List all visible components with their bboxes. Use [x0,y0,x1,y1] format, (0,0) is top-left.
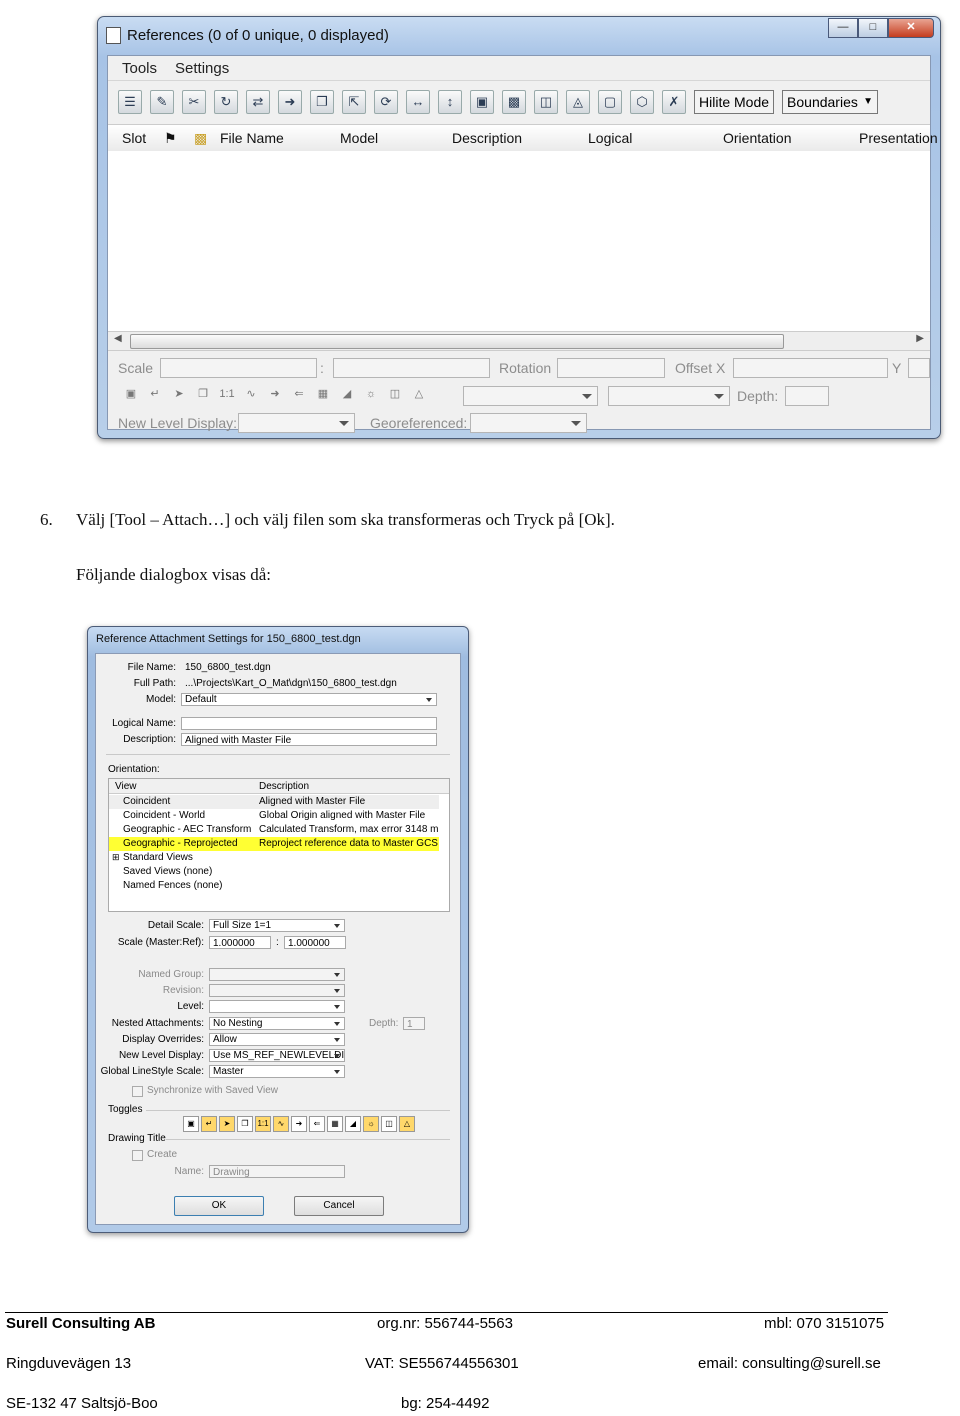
col-logical[interactable]: Logical [588,130,633,146]
orientation-row[interactable] [109,823,439,837]
orientation-row[interactable] [109,809,439,823]
full-path-label: Full Path: [133,678,176,689]
move-icon[interactable]: ➜ [278,90,302,114]
orientation-description: Aligned with Master File [259,796,366,807]
level-label: Level: [177,1001,204,1012]
drawing-title-label: Drawing Title [108,1133,166,1144]
dialog-title: Reference Attachment Settings for 150_6800_test.dgn [96,633,361,645]
rotation-label: Rotation [499,360,552,376]
boundaries-dropdown[interactable] [782,90,878,114]
true-scale-toggle-icon[interactable]: 1:1 [255,1116,271,1132]
ruler-toggle-icon[interactable]: △ [399,1116,415,1132]
scroll-thumb[interactable] [130,334,784,349]
logical-name-label: Logical Name: [112,718,176,729]
lightbulb-icon[interactable]: ☼ [365,388,377,400]
ok-button[interactable]: OK [174,1196,264,1216]
scroll-right-icon[interactable]: ▶ [916,333,924,344]
depth-field[interactable] [785,386,829,406]
expand-icon[interactable]: ⊞ [112,852,120,862]
chevron-down-icon: ▼ [863,96,874,107]
orientation-row[interactable] [109,865,439,879]
offset-x-field[interactable] [733,358,888,378]
scale-ref-input[interactable]: 1.000000 [284,936,346,949]
full-path-value: ...\Projects\Kart_O_Mat\dgn\150_6800_test.dgn [185,678,397,689]
display-overrides-dropdown[interactable]: Allow [209,1033,345,1046]
orientation-description: Global Origin aligned with Master File [259,810,426,821]
nested-attachments-dropdown[interactable]: No Nesting [209,1017,345,1030]
attach-icon[interactable]: ✎ [150,90,174,114]
footer-vat: VAT: SE556744556301 [365,1355,519,1372]
global-linestyle-dropdown[interactable]: Master [209,1065,345,1078]
references-window-icon [106,27,121,44]
cancel-button[interactable]: Cancel [294,1196,384,1216]
copy-icon[interactable]: ❐ [310,90,334,114]
new-level-display-label: New Level Display: [118,1050,204,1061]
depth-input[interactable]: 1 [403,1017,425,1030]
menu-settings[interactable]: Settings [175,59,230,77]
revision-dropdown[interactable] [209,984,345,997]
offset-y-field[interactable] [908,358,930,378]
toggles-label: Toggles [108,1104,143,1115]
named-group-label: Named Group: [138,969,204,980]
display-toggles-row [122,386,428,402]
scroll-left-icon[interactable]: ◀ [114,333,122,344]
linestyle-toggle-icon[interactable]: ∿ [273,1116,289,1132]
footer-rule [5,1312,888,1313]
hilite-mode-button[interactable]: Hilite Mode [694,90,774,114]
scale-icon[interactable]: ⇱ [342,90,366,114]
boundaries-label: Boundaries [787,94,858,110]
reload-icon[interactable]: ↻ [214,90,238,114]
detail-scale-dropdown[interactable]: Full Size 1=1 [209,919,345,932]
raster-toggle-icon[interactable]: ▦ [317,388,329,400]
footer-company: Surell Consulting AB [6,1315,156,1332]
horizontal-scrollbar[interactable] [108,331,930,351]
col-presentation[interactable]: Presentation [859,130,938,146]
lightbulb-icon[interactable]: ☼ [363,1116,379,1132]
snap-toggle-icon[interactable]: ↵ [201,1116,217,1132]
footer-bg: bg: 254-4492 [401,1395,490,1412]
named-group-dropdown[interactable] [209,968,345,981]
orientation-label: Orientation: [108,764,160,775]
description-input[interactable]: Aligned with Master File [181,733,437,746]
name-input[interactable]: Drawing [209,1165,345,1178]
close-button[interactable]: ✕ [888,18,934,38]
offset-y-label: Y [892,360,902,376]
dialog-client [95,653,461,1225]
references-list[interactable] [108,151,930,331]
flag-icon: ⚑ [164,130,177,146]
model-dropdown[interactable]: Default [181,693,437,706]
depth-label: Depth: [369,1018,399,1029]
file-name-value: 150_6800_test.dgn [185,662,271,673]
references-titlebar [106,23,932,47]
reference-attachment-dialog [87,626,469,1233]
orientation-view: Standard Views [123,852,193,863]
new-level-display-dropdown[interactable] [238,413,355,433]
footer-street: Ringduvevägen 13 [6,1355,132,1372]
col-slot[interactable]: Slot [122,130,147,146]
orientation-description: Reproject reference data to Master GCS [259,838,438,849]
offset-x-label: Offset X [675,360,726,376]
clip-boundary-icon[interactable]: ▣ [470,90,494,114]
new-level-display-dropdown[interactable]: Use MS_REF_NEWLEVELDI [209,1049,345,1062]
revision-label: Revision: [162,985,204,996]
scale-master-input[interactable]: 1.000000 [209,936,271,949]
orientation-view: Geographic - Reprojected [123,838,238,849]
orientation-list[interactable] [108,778,450,912]
clip-back-icon[interactable]: ◬ [566,90,590,114]
orientation-view: Coincident - World [123,810,206,821]
follow-text: Följande dialogbox visas då: [76,565,272,584]
footer-mobile: mbl: 070 3151075 [764,1315,885,1332]
copy-toggle-icon[interactable]: ❐ [198,388,208,400]
level-dropdown[interactable] [209,1000,345,1013]
col-description[interactable]: Description [452,130,523,146]
menu-tools[interactable]: Tools [122,59,158,77]
rotate-icon[interactable]: ⟳ [374,90,398,114]
orientation-view: Named Fences (none) [123,880,223,891]
nested-attachments-label: Nested Attachments: [111,1018,204,1029]
separator [106,754,450,755]
raster-toggle-icon[interactable]: ▦ [327,1116,343,1132]
references-title: References (0 of 0 unique, 0 displayed) [127,26,389,44]
file-icon: ▩ [194,130,208,146]
overlay-toggle-icon[interactable]: ◫ [389,388,401,400]
level-toggle-icon[interactable]: ◢ [345,1116,361,1132]
orientation-header [109,779,449,794]
col-file-name[interactable]: File Name [220,130,284,146]
list-view-icon[interactable]: ☰ [118,90,142,114]
hide-icon[interactable]: ⬡ [630,90,654,114]
make-direct-icon[interactable]: ✗ [662,90,686,114]
logical-name-input[interactable] [181,717,437,730]
menu-bar [108,56,930,81]
rotation-field[interactable] [557,358,665,378]
display-toggle-icon[interactable]: ▣ [125,388,137,400]
footer-city: SE-132 47 Saltsjö-Boo [6,1395,158,1412]
scale-label: Scale (Master:Ref): [117,937,204,948]
locate-toggle-icon[interactable]: ➤ [219,1116,235,1132]
scale-master-field[interactable] [160,358,317,378]
orientation-header-description[interactable]: Description [259,781,310,792]
step-text: Välj [Tool – Attach…] och välj filen som ska transformeras och Tryck på [Ok]. [76,510,615,529]
separator [166,1139,450,1140]
references-window [97,16,941,439]
orientation-row-selected[interactable] [109,837,439,851]
sync-saved-view-label: Synchronize with Saved View [147,1085,278,1096]
scale-separator: : [320,360,324,376]
level-toggle-icon[interactable]: ◢ [342,388,352,400]
orientation-description: Calculated Transform, max error 3148 m [259,824,439,835]
step-number: 6. [40,510,53,529]
mirror-vertical-icon[interactable]: ↕ [438,90,462,114]
ruler-toggle-icon[interactable]: △ [414,388,424,400]
true-scale-toggle-icon[interactable]: 1:1 [219,388,235,400]
forward-toggle-icon[interactable]: ➜ [291,1116,307,1132]
description-label: Description: [123,734,176,745]
presentation-option-dropdown[interactable] [608,386,730,406]
back-toggle-icon[interactable]: ⇐ [309,1116,325,1132]
sync-saved-view-checkbox[interactable] [132,1086,143,1097]
orientation-view: Saved Views (none) [123,866,213,877]
create-label: Create [147,1149,178,1160]
forward-toggle-icon[interactable]: ➜ [270,388,280,400]
clip-delete-icon[interactable]: ▢ [598,90,622,114]
model-label: Model: [145,694,176,705]
orientation-row[interactable] [109,851,439,865]
orientation-header-view[interactable]: View [115,781,137,792]
clip-mask-icon[interactable]: ▩ [502,90,526,114]
copy-toggle-icon[interactable]: ❐ [237,1116,253,1132]
snap-toggle-icon[interactable]: ↵ [150,388,160,400]
exchange-icon[interactable]: ⇄ [246,90,270,114]
toggle-icons [183,1116,415,1132]
global-linestyle-label: Global LineStyle Scale: [100,1066,204,1077]
mirror-horizontal-icon[interactable]: ↔ [406,90,430,114]
detail-scale-label: Detail Scale: [147,920,204,931]
references-client [107,55,938,431]
georeferenced-label: Georeferenced: [370,415,468,431]
references-toolbar [108,82,930,122]
orientation-view: Geographic - AEC Transform [123,824,252,835]
display-overrides-label: Display Overrides: [122,1034,204,1045]
window-caption-buttons [828,18,934,38]
new-level-display-label: New Level Display: [118,415,238,431]
depth-label: Depth: [737,388,779,404]
display-toggle-icon[interactable]: ▣ [183,1116,199,1132]
detach-icon[interactable]: ✂ [182,90,206,114]
name-label: Name: [174,1166,204,1177]
linestyle-toggle-icon[interactable]: ∿ [246,388,256,400]
presentation-dropdown[interactable] [463,386,598,406]
back-toggle-icon[interactable]: ⇐ [294,388,304,400]
footer-org: org.nr: 556744-5563 [377,1315,513,1332]
scale-separator: : [276,937,279,948]
minimize-button[interactable]: — [828,18,858,38]
file-name-label: File Name: [127,662,176,673]
column-header-row [108,124,938,152]
footer-email: email: consulting@surell.se [698,1355,881,1372]
orientation-row[interactable] [109,795,439,809]
locate-toggle-icon[interactable]: ➤ [174,388,184,400]
georeferenced-dropdown[interactable] [470,413,587,433]
orientation-view: Coincident [123,796,171,807]
separator [146,1110,450,1111]
scale-ref-field[interactable] [333,358,490,378]
scale-label: Scale [118,360,154,376]
create-checkbox[interactable] [132,1150,143,1161]
orientation-row[interactable] [109,879,439,893]
overlay-toggle-icon[interactable]: ◫ [381,1116,397,1132]
col-orientation[interactable]: Orientation [723,130,792,146]
clip-front-icon[interactable]: ◫ [534,90,558,114]
maximize-button[interactable]: □ [858,18,888,38]
col-model[interactable]: Model [340,130,379,146]
